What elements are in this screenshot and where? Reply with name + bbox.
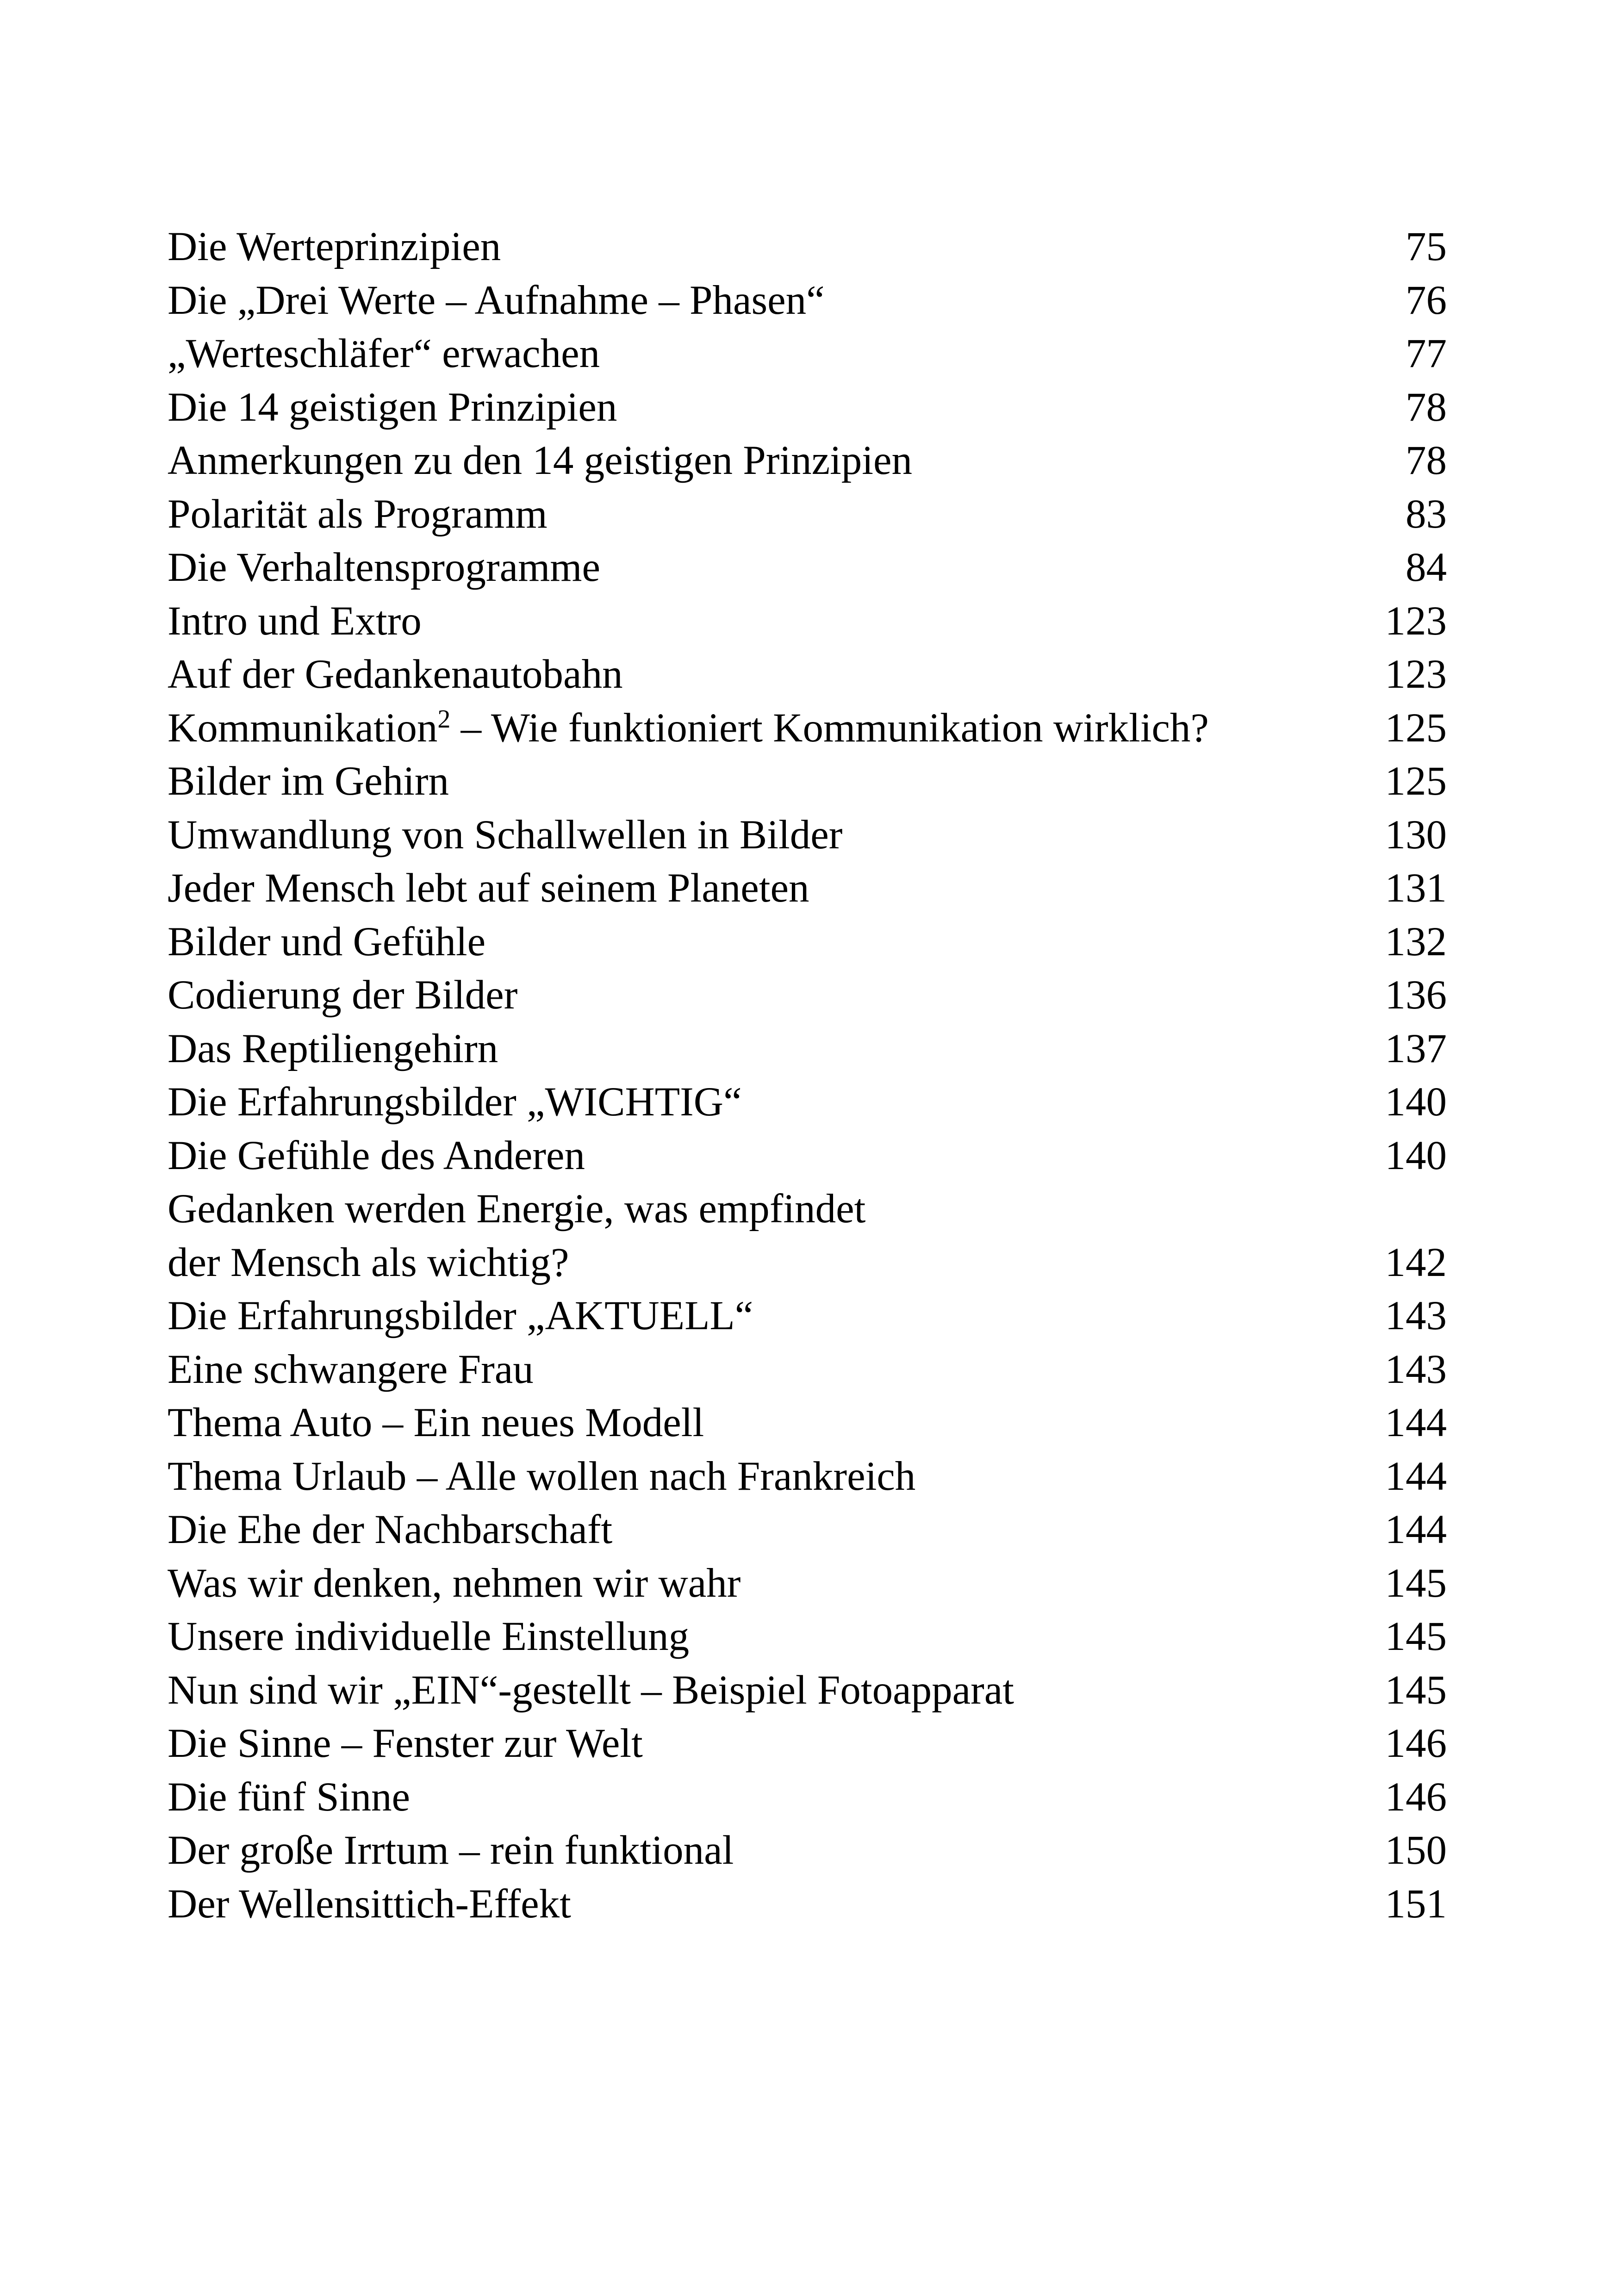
toc-entry-page: 125 bbox=[1385, 705, 1447, 751]
toc-entry bbox=[168, 274, 1447, 328]
toc-entry-page: 143 bbox=[1385, 1346, 1447, 1392]
toc-entry-title: Die fünf Sinne bbox=[168, 1774, 411, 1820]
toc-entry bbox=[168, 755, 1447, 809]
toc-entry-title: Der Wellensittich-Effekt bbox=[168, 1881, 571, 1927]
toc-entry-title: Thema Auto – Ein neues Modell bbox=[168, 1400, 704, 1445]
toc-entry bbox=[168, 220, 1447, 274]
toc-entry-title: Die Ehe der Nachbarschaft bbox=[168, 1507, 613, 1552]
toc-entry bbox=[168, 915, 1447, 969]
toc-entry-title-main: Kommunikation bbox=[168, 705, 438, 751]
toc-entry-page: 132 bbox=[1385, 919, 1447, 964]
toc-entry-page: 140 bbox=[1385, 1079, 1447, 1125]
toc-entry-title: Bilder und Gefühle bbox=[168, 919, 486, 964]
toc-entry bbox=[168, 1771, 1447, 1824]
toc-entry-page: 146 bbox=[1385, 1721, 1447, 1766]
toc-entry-title: Umwandlung von Schallwellen in Bilder bbox=[168, 812, 843, 858]
superscript: 2 bbox=[437, 704, 451, 734]
toc-entry-page: 130 bbox=[1385, 812, 1447, 858]
toc-entry bbox=[168, 1503, 1447, 1557]
toc-entry-page: 144 bbox=[1385, 1453, 1447, 1499]
toc-entry-title: Das Reptiliengehirn bbox=[168, 1026, 498, 1071]
toc-entry-title: Thema Urlaub – Alle wollen nach Frankreich bbox=[168, 1453, 916, 1499]
toc-entry bbox=[168, 1878, 1447, 1931]
toc-entry bbox=[168, 1610, 1447, 1664]
toc-entry bbox=[168, 702, 1447, 755]
toc-entry-page: 137 bbox=[1385, 1026, 1447, 1071]
toc-entry-page: 143 bbox=[1385, 1293, 1447, 1338]
toc-entry-title: Polarität als Programm bbox=[168, 491, 548, 537]
table-of-contents bbox=[168, 220, 1447, 1931]
toc-entry-page: 142 bbox=[1385, 1239, 1447, 1285]
toc-entry-page: 76 bbox=[1406, 277, 1447, 323]
toc-entry-title: Die „Drei Werte – Aufnahme – Phasen“ bbox=[168, 277, 825, 323]
toc-entry-title: Bilder im Gehirn bbox=[168, 759, 449, 804]
toc-entry-title: Der große Irrtum – rein funktional bbox=[168, 1828, 734, 1873]
toc-entry bbox=[168, 1022, 1447, 1076]
toc-entry-title: Die Erfahrungsbilder „AKTUELL“ bbox=[168, 1293, 753, 1338]
toc-entry-title: Was wir denken, nehmen wir wahr bbox=[168, 1560, 741, 1606]
toc-entry-title: Unsere individuelle Einstellung bbox=[168, 1614, 690, 1659]
toc-entry-page: 78 bbox=[1406, 384, 1447, 430]
toc-entry-page: 131 bbox=[1385, 865, 1447, 911]
toc-entry bbox=[168, 1450, 1447, 1504]
toc-entry-title: Gedanken werden Energie, was empfindet bbox=[168, 1186, 866, 1232]
toc-entry-title: Intro und Extro bbox=[168, 598, 422, 644]
toc-entry-page: 146 bbox=[1385, 1774, 1447, 1820]
toc-entry-title: der Mensch als wichtig? bbox=[168, 1239, 569, 1285]
toc-entry bbox=[168, 809, 1447, 862]
toc-entry-page: 77 bbox=[1406, 331, 1447, 376]
toc-entry-title: Die Verhaltensprogramme bbox=[168, 545, 601, 590]
toc-entry-page: 151 bbox=[1385, 1881, 1447, 1927]
toc-entry bbox=[168, 1717, 1447, 1771]
toc-entry bbox=[168, 1076, 1447, 1129]
toc-entry bbox=[168, 1129, 1447, 1183]
toc-entry bbox=[168, 327, 1447, 381]
toc-entry-page: 78 bbox=[1406, 438, 1447, 483]
toc-entry-title bbox=[168, 702, 1209, 755]
toc-entry-title: Codierung der Bilder bbox=[168, 972, 518, 1018]
toc-entry bbox=[168, 1396, 1447, 1450]
toc-entry-title: Eine schwangere Frau bbox=[168, 1346, 534, 1392]
toc-entry-title: Die Gefühle des Anderen bbox=[168, 1132, 585, 1178]
toc-entry bbox=[168, 862, 1447, 915]
toc-entry-title: Die Erfahrungsbilder „WICHTIG“ bbox=[168, 1079, 742, 1125]
toc-entry-page: 145 bbox=[1385, 1614, 1447, 1659]
toc-entry-page: 84 bbox=[1406, 545, 1447, 590]
toc-entry-page: 125 bbox=[1385, 759, 1447, 804]
toc-entry-title: „Werteschläfer“ erwachen bbox=[168, 331, 600, 376]
toc-entry-page: 150 bbox=[1385, 1828, 1447, 1873]
toc-entry-title: Die 14 geistigen Prinzipien bbox=[168, 384, 617, 430]
toc-entry bbox=[168, 541, 1447, 595]
toc-entry bbox=[168, 1236, 1447, 1290]
toc-entry-page: 145 bbox=[1385, 1667, 1447, 1713]
toc-entry bbox=[168, 1557, 1447, 1611]
toc-entry bbox=[168, 434, 1447, 488]
toc-entry-title: Die Werteprinzipien bbox=[168, 224, 501, 269]
toc-entry bbox=[168, 1664, 1447, 1717]
toc-entry-page: 75 bbox=[1406, 224, 1447, 269]
toc-entry-page: 83 bbox=[1406, 491, 1447, 537]
toc-entry-page: 136 bbox=[1385, 972, 1447, 1018]
toc-entry-title-rest: – Wie funktioniert Kommunikation wirklich? bbox=[450, 705, 1209, 751]
toc-entry bbox=[168, 1289, 1447, 1343]
toc-entry-title: Nun sind wir „EIN“-gestellt – Beispiel Fotoapparat bbox=[168, 1667, 1014, 1713]
toc-entry-page: 145 bbox=[1385, 1560, 1447, 1606]
toc-entry bbox=[168, 381, 1447, 435]
toc-entry bbox=[168, 1824, 1447, 1878]
toc-entry bbox=[168, 648, 1447, 702]
toc-entry-title: Jeder Mensch lebt auf seinem Planeten bbox=[168, 865, 809, 911]
toc-entry bbox=[168, 488, 1447, 541]
toc-entry-title: Auf der Gedankenautobahn bbox=[168, 652, 623, 697]
toc-entry-title: Die Sinne – Fenster zur Welt bbox=[168, 1721, 643, 1766]
toc-entry bbox=[168, 595, 1447, 648]
toc-entry bbox=[168, 969, 1447, 1022]
toc-entry bbox=[168, 1182, 1447, 1236]
toc-entry-page: 123 bbox=[1385, 652, 1447, 697]
toc-entry-page: 144 bbox=[1385, 1507, 1447, 1552]
toc-entry bbox=[168, 1343, 1447, 1397]
toc-entry-title: Anmerkungen zu den 14 geistigen Prinzipien bbox=[168, 438, 913, 483]
toc-entry-page: 123 bbox=[1385, 598, 1447, 644]
toc-entry-page: 144 bbox=[1385, 1400, 1447, 1445]
toc-entry-page: 140 bbox=[1385, 1132, 1447, 1178]
